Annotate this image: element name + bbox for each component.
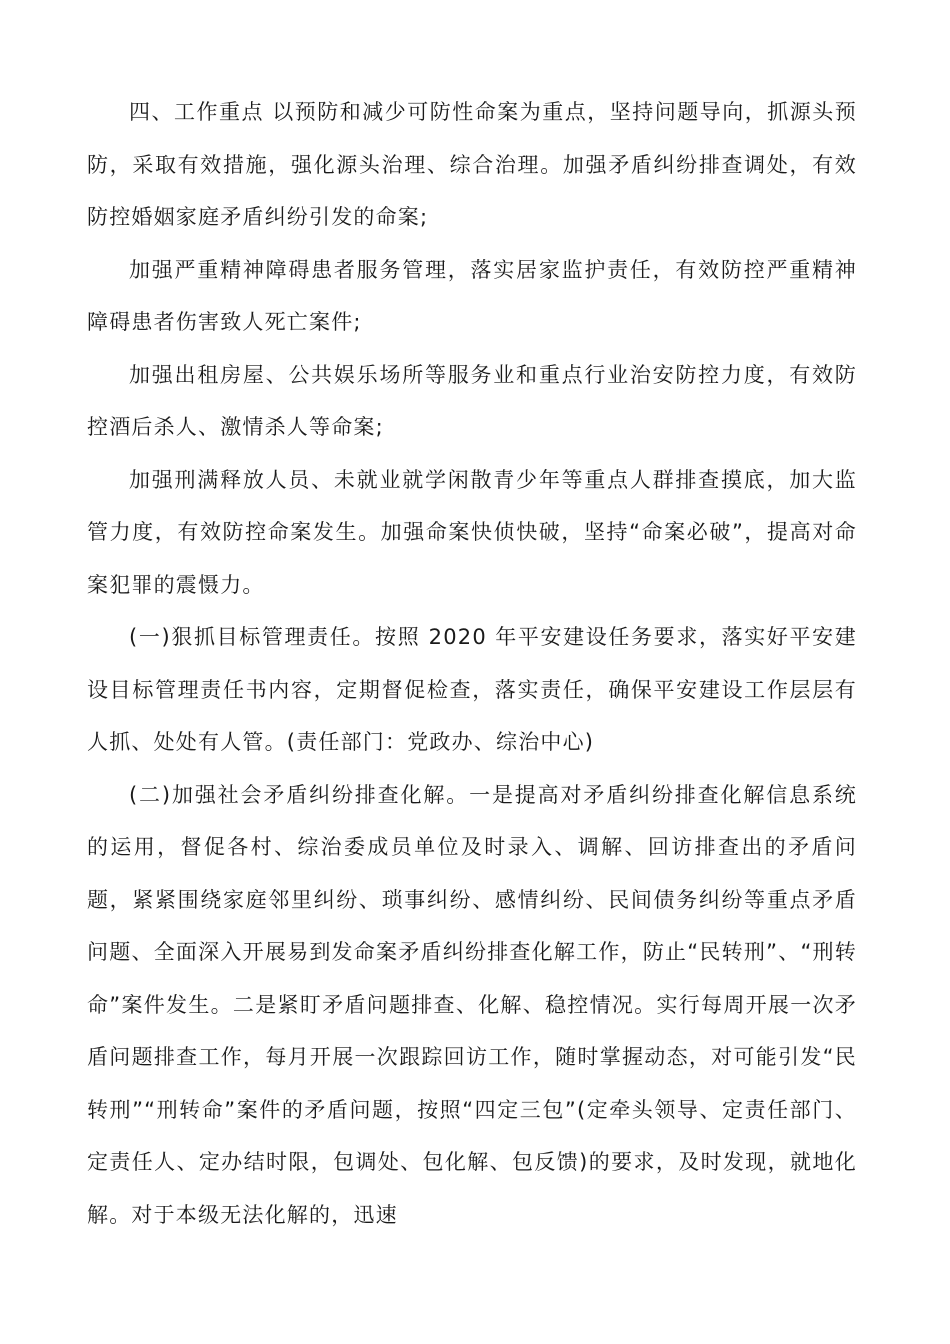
paragraph-rental-housing: 加强出租房屋、公共娱乐场所等服务业和重点行业治安防控力度，有效防控酒后杀人、激情杀人等命案; xyxy=(87,362,857,439)
paragraph-dispute-resolution: (二)加强社会矛盾纠纷排查化解。一是提高对矛盾纠纷排查化解信息系统的运用，督促各村、综治委成员单位及时录入、调解、回访排查出的矛盾问题，紧紧围绕家庭邻里纠纷、琐事纠纷、感情纠纷、民间债务纠纷等重点矛盾问题、全面深入开展易到发命案矛盾纠纷排查化解工作，防止“民转刑”、“刑转命”案件发生。二是紧盯矛盾问题排查、化解、稳控情况。实行每周开展一次矛盾问题排查工作，每月开展一次跟踪回访工作，随时掌握动态，对可能引发“民转刑”“刑转命”案件的矛盾问题，按照“四定三包”(定牵头领导、定责任部门、定责任人、定办结时限，包调处、包化解、包反馈)的要求，及时发现，就地化解。对于本级无法化解的，迅速 xyxy=(87,782,857,1227)
document-body xyxy=(87,86,857,1241)
paragraph-target-management: (一)狠抓目标管理责任。按照 2020 年平安建设任务要求，落实好平安建设目标管理责任书内容，定期督促检查，落实责任，确保平安建设工作层层有人抓、处处有人管。(责任部门：党政办、综治中心) xyxy=(87,625,857,754)
paragraph-mental-disorder: 加强严重精神障碍患者服务管理，落实居家监护责任，有效防控严重精神障碍患者伤害致人死亡案件; xyxy=(87,257,857,334)
paragraph-work-focus: 四、工作重点 以预防和减少可防性命案为重点，坚持问题导向，抓源头预防，采取有效措施，强化源头治理、综合治理。加强矛盾纠纷排查调处，有效防控婚姻家庭矛盾纠纷引发的命案; xyxy=(87,100,857,229)
paragraph-key-groups: 加强刑满释放人员、未就业就学闲散青少年等重点人群排查摸底，加大监管力度，有效防控命案发生。加强命案快侦快破，坚持“命案必破”，提高对命案犯罪的震慑力。 xyxy=(87,467,857,597)
